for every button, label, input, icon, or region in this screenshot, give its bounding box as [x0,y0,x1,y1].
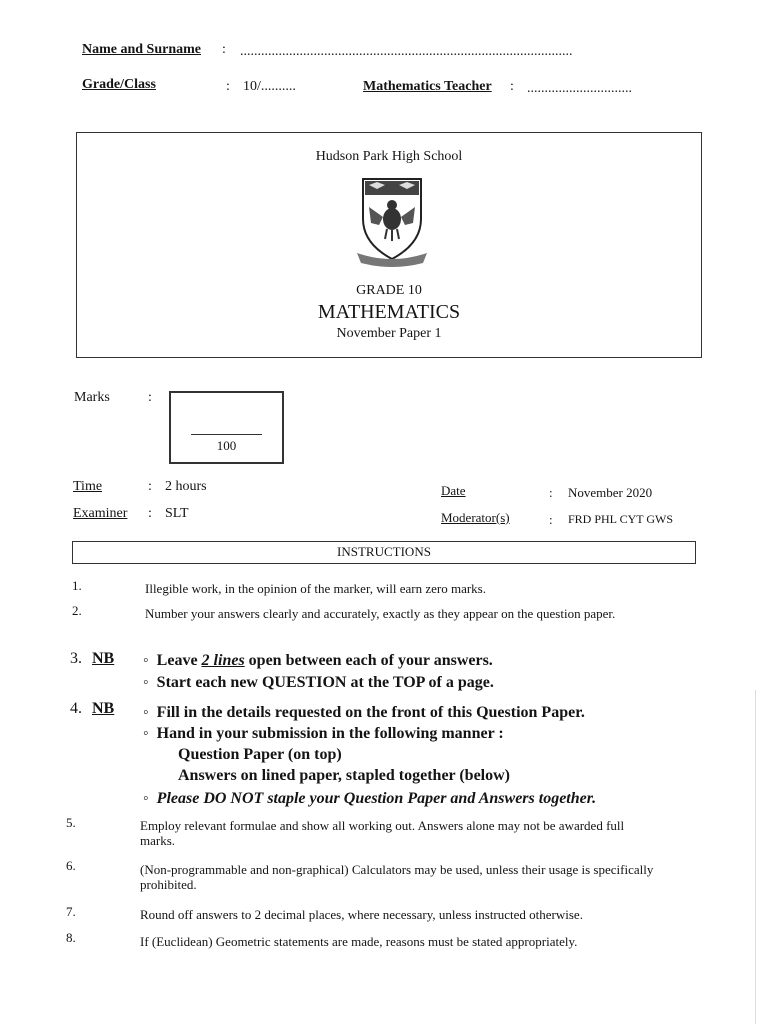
moderator-label: Moderator(s) [441,510,510,525]
subject-title: MATHEMATICS [317,301,461,323]
item-6-text: (Non-programmable and non-graphical) Calculators may be used, unless their usage is specifically prohibited. [140,862,654,892]
name-field[interactable]: ............................................................................................... [240,44,573,59]
item-4-bullet-2-text: Hand in your submission in the following manner : [156,725,504,742]
item-3-bullet-2 [143,674,494,692]
item-3-bullet-1-em: 2 lines [201,652,245,669]
item-5-text: Employ relevant formulae and show all working out. Answers alone may not be awarded full marks. [140,818,625,848]
item-3-bullet-1-post: open between each of your answers. [244,652,493,669]
item-7-text: Round off answers to 2 decimal places, where necessary, unless instructed otherwise. [140,907,583,922]
item-4-number: 4. [70,700,82,717]
item-4-sub-1: Question Paper (on top) [178,746,342,763]
item-8-text: If (Euclidean) Geometric statements are made, reasons must be stated appropriately. [140,934,578,949]
marks-fraction-line [191,434,262,435]
grade-colon: : [226,79,230,94]
grade-class-label: Grade/Class [82,77,156,92]
scan-edge [755,690,756,1024]
item-4-bullet-1 [143,704,585,722]
item-4-sub-2: Answers on lined paper, stapled together (below) [178,767,511,784]
item-3-nb: NB [92,650,115,667]
school-crest-icon [357,173,427,267]
examiner-colon: : [148,506,152,521]
time-colon: : [148,479,152,494]
marks-total: 100 [216,438,237,453]
item-7-number: 7. [66,904,76,919]
item-1-text: Illegible work, in the opinion of the marker, will earn zero marks. [145,581,486,596]
item-3-number: 3. [70,650,82,667]
item-2-number: 2. [72,603,82,618]
item-4-bullet-3-text: Please DO NOT staple your Question Paper and Answers together. [156,790,597,807]
instructions-heading: INSTRUCTIONS [337,544,431,559]
item-8-number: 8. [66,930,76,945]
grade-class-field[interactable]: 10/.......... [243,79,296,94]
examiner-label: Examiner [73,506,128,521]
school-name: Hudson Park High School [315,149,463,164]
math-teacher-label: Mathematics Teacher [363,79,492,94]
time-label: Time [73,479,103,494]
instructions-heading-box [72,541,696,564]
item-2-text: Number your answers clearly and accurately, exactly as they appear on the question paper. [145,606,616,621]
date-colon: : [549,485,553,500]
item-3-bullet-2-text: Start each new QUESTION at the TOP of a page. [156,674,494,691]
date-value: November 2020 [568,485,653,500]
examiner-value: SLT [165,506,189,521]
item-3-bullet-1-pre: Leave [156,652,202,669]
name-surname-label: Name and Surname [82,42,202,57]
item-4-nb: NB [92,700,115,717]
teacher-colon: : [510,79,514,94]
item-5-number: 5. [66,815,76,830]
title-box [76,132,702,358]
item-1-number: 1. [72,578,82,593]
moderator-value: FRD PHL CYT GWS [568,512,674,526]
moderator-colon: : [549,512,553,527]
time-value: 2 hours [165,479,207,494]
item-4-bullet-2 [143,725,504,743]
item-4-bullet-1-text: Fill in the details requested on the front of this Question Paper. [156,704,585,721]
item-3-bullet-1 [143,652,493,670]
paper-title: November Paper 1 [336,326,442,341]
item-4-bullet-3 [143,790,596,808]
marks-box [169,391,284,464]
grade-heading: GRADE 10 [356,283,422,298]
date-label: Date [441,483,466,498]
item-6-number: 6. [66,858,76,873]
name-colon: : [222,42,226,57]
marks-label: Marks [74,390,110,405]
marks-colon: : [148,390,152,405]
teacher-field[interactable]: .............................. [527,81,632,96]
